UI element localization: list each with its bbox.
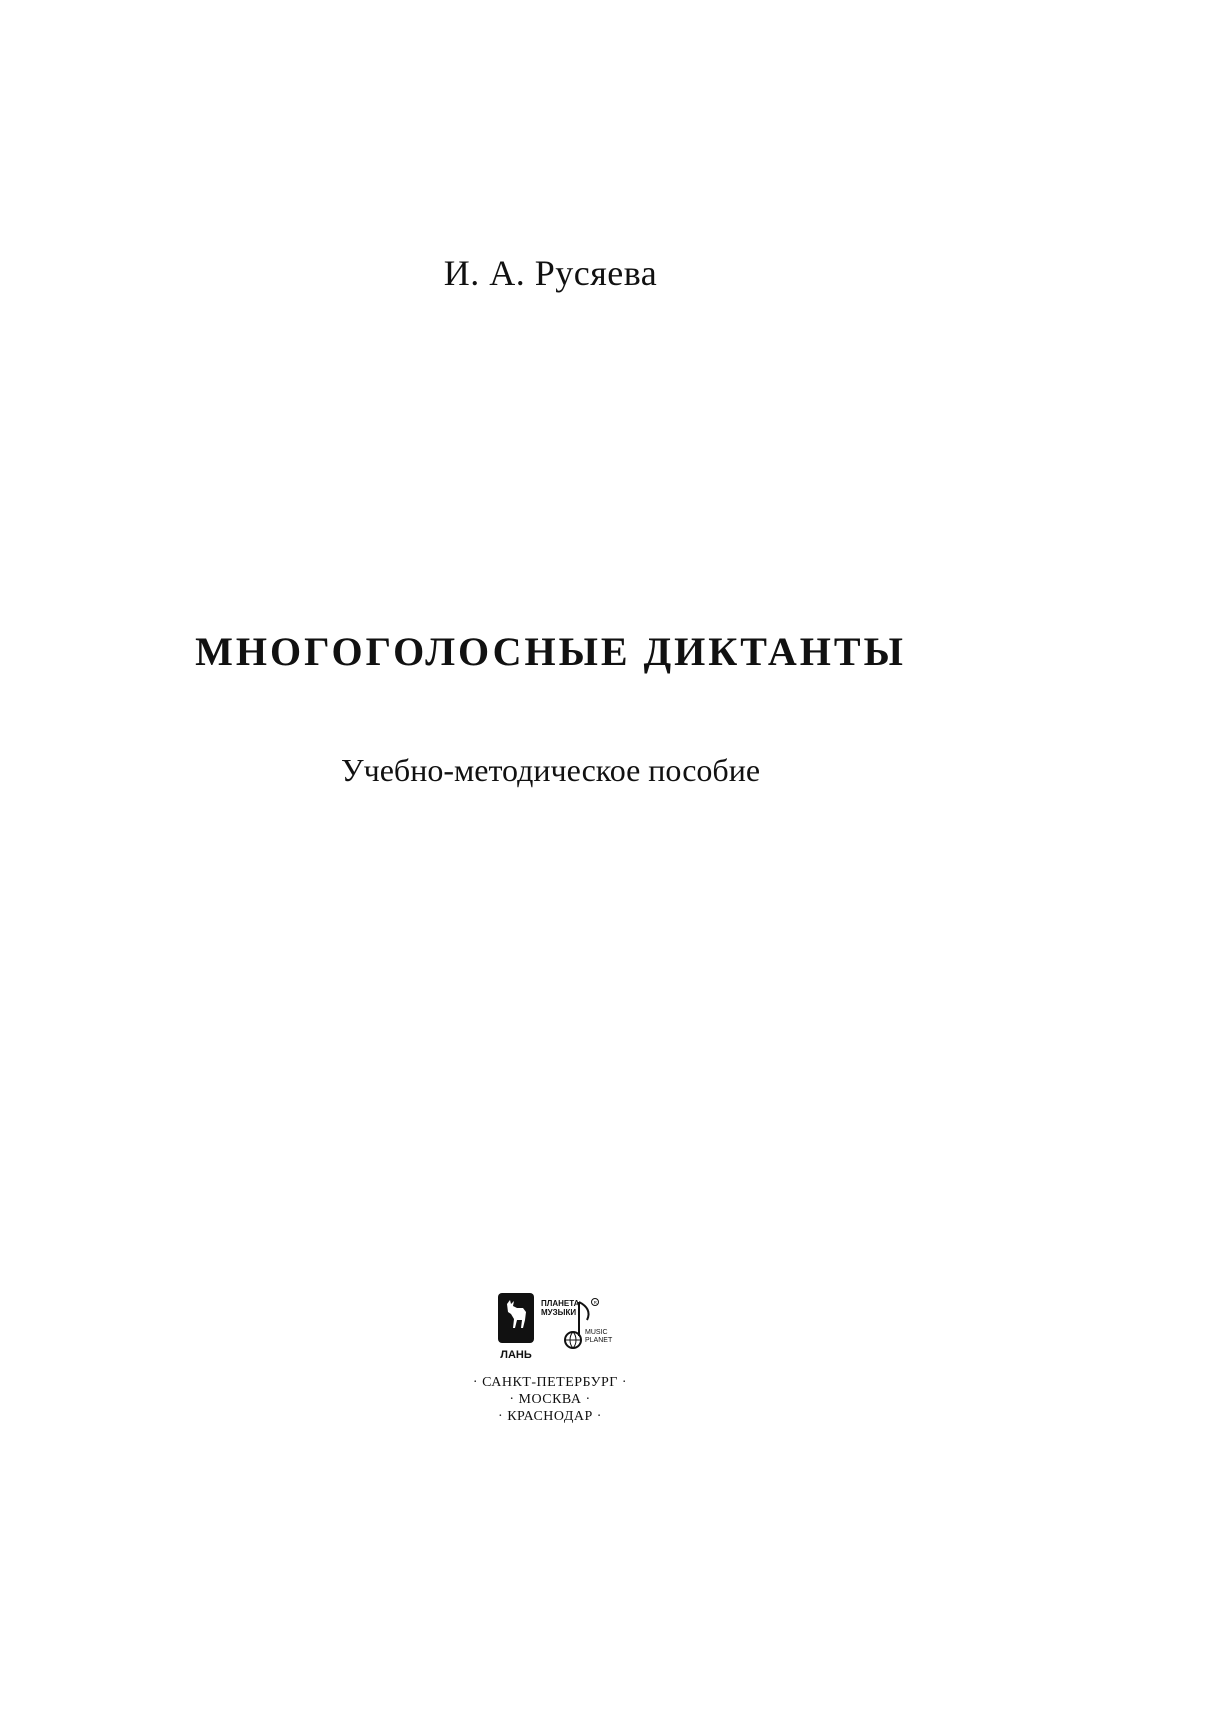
publisher-block xyxy=(455,1292,645,1432)
music-planet-text-ru: ПЛАНЕТА МУЗЫКИ xyxy=(541,1299,580,1317)
city-line: · МОСКВА · xyxy=(509,1392,591,1407)
lan-logo-text: ЛАНЬ xyxy=(500,1349,532,1361)
book-title: МНОГОГОЛОСНЫЕ ДИКТАНТЫ xyxy=(195,629,906,674)
city-line: · САНКТ-ПЕТЕРБУРГ · xyxy=(472,1375,628,1390)
music-planet-logo-icon xyxy=(539,1296,613,1356)
author-name: И. А. Русяева xyxy=(443,253,658,293)
publisher-cities xyxy=(455,1374,645,1425)
lan-logo-icon xyxy=(497,1292,535,1364)
music-planet-text-en: MUSIC PLANET xyxy=(585,1329,613,1344)
svg-text:R: R xyxy=(593,1300,597,1305)
book-subtitle: Учебно-методическое пособие xyxy=(340,752,761,788)
city-line: · КРАСНОДАР · xyxy=(498,1409,602,1424)
